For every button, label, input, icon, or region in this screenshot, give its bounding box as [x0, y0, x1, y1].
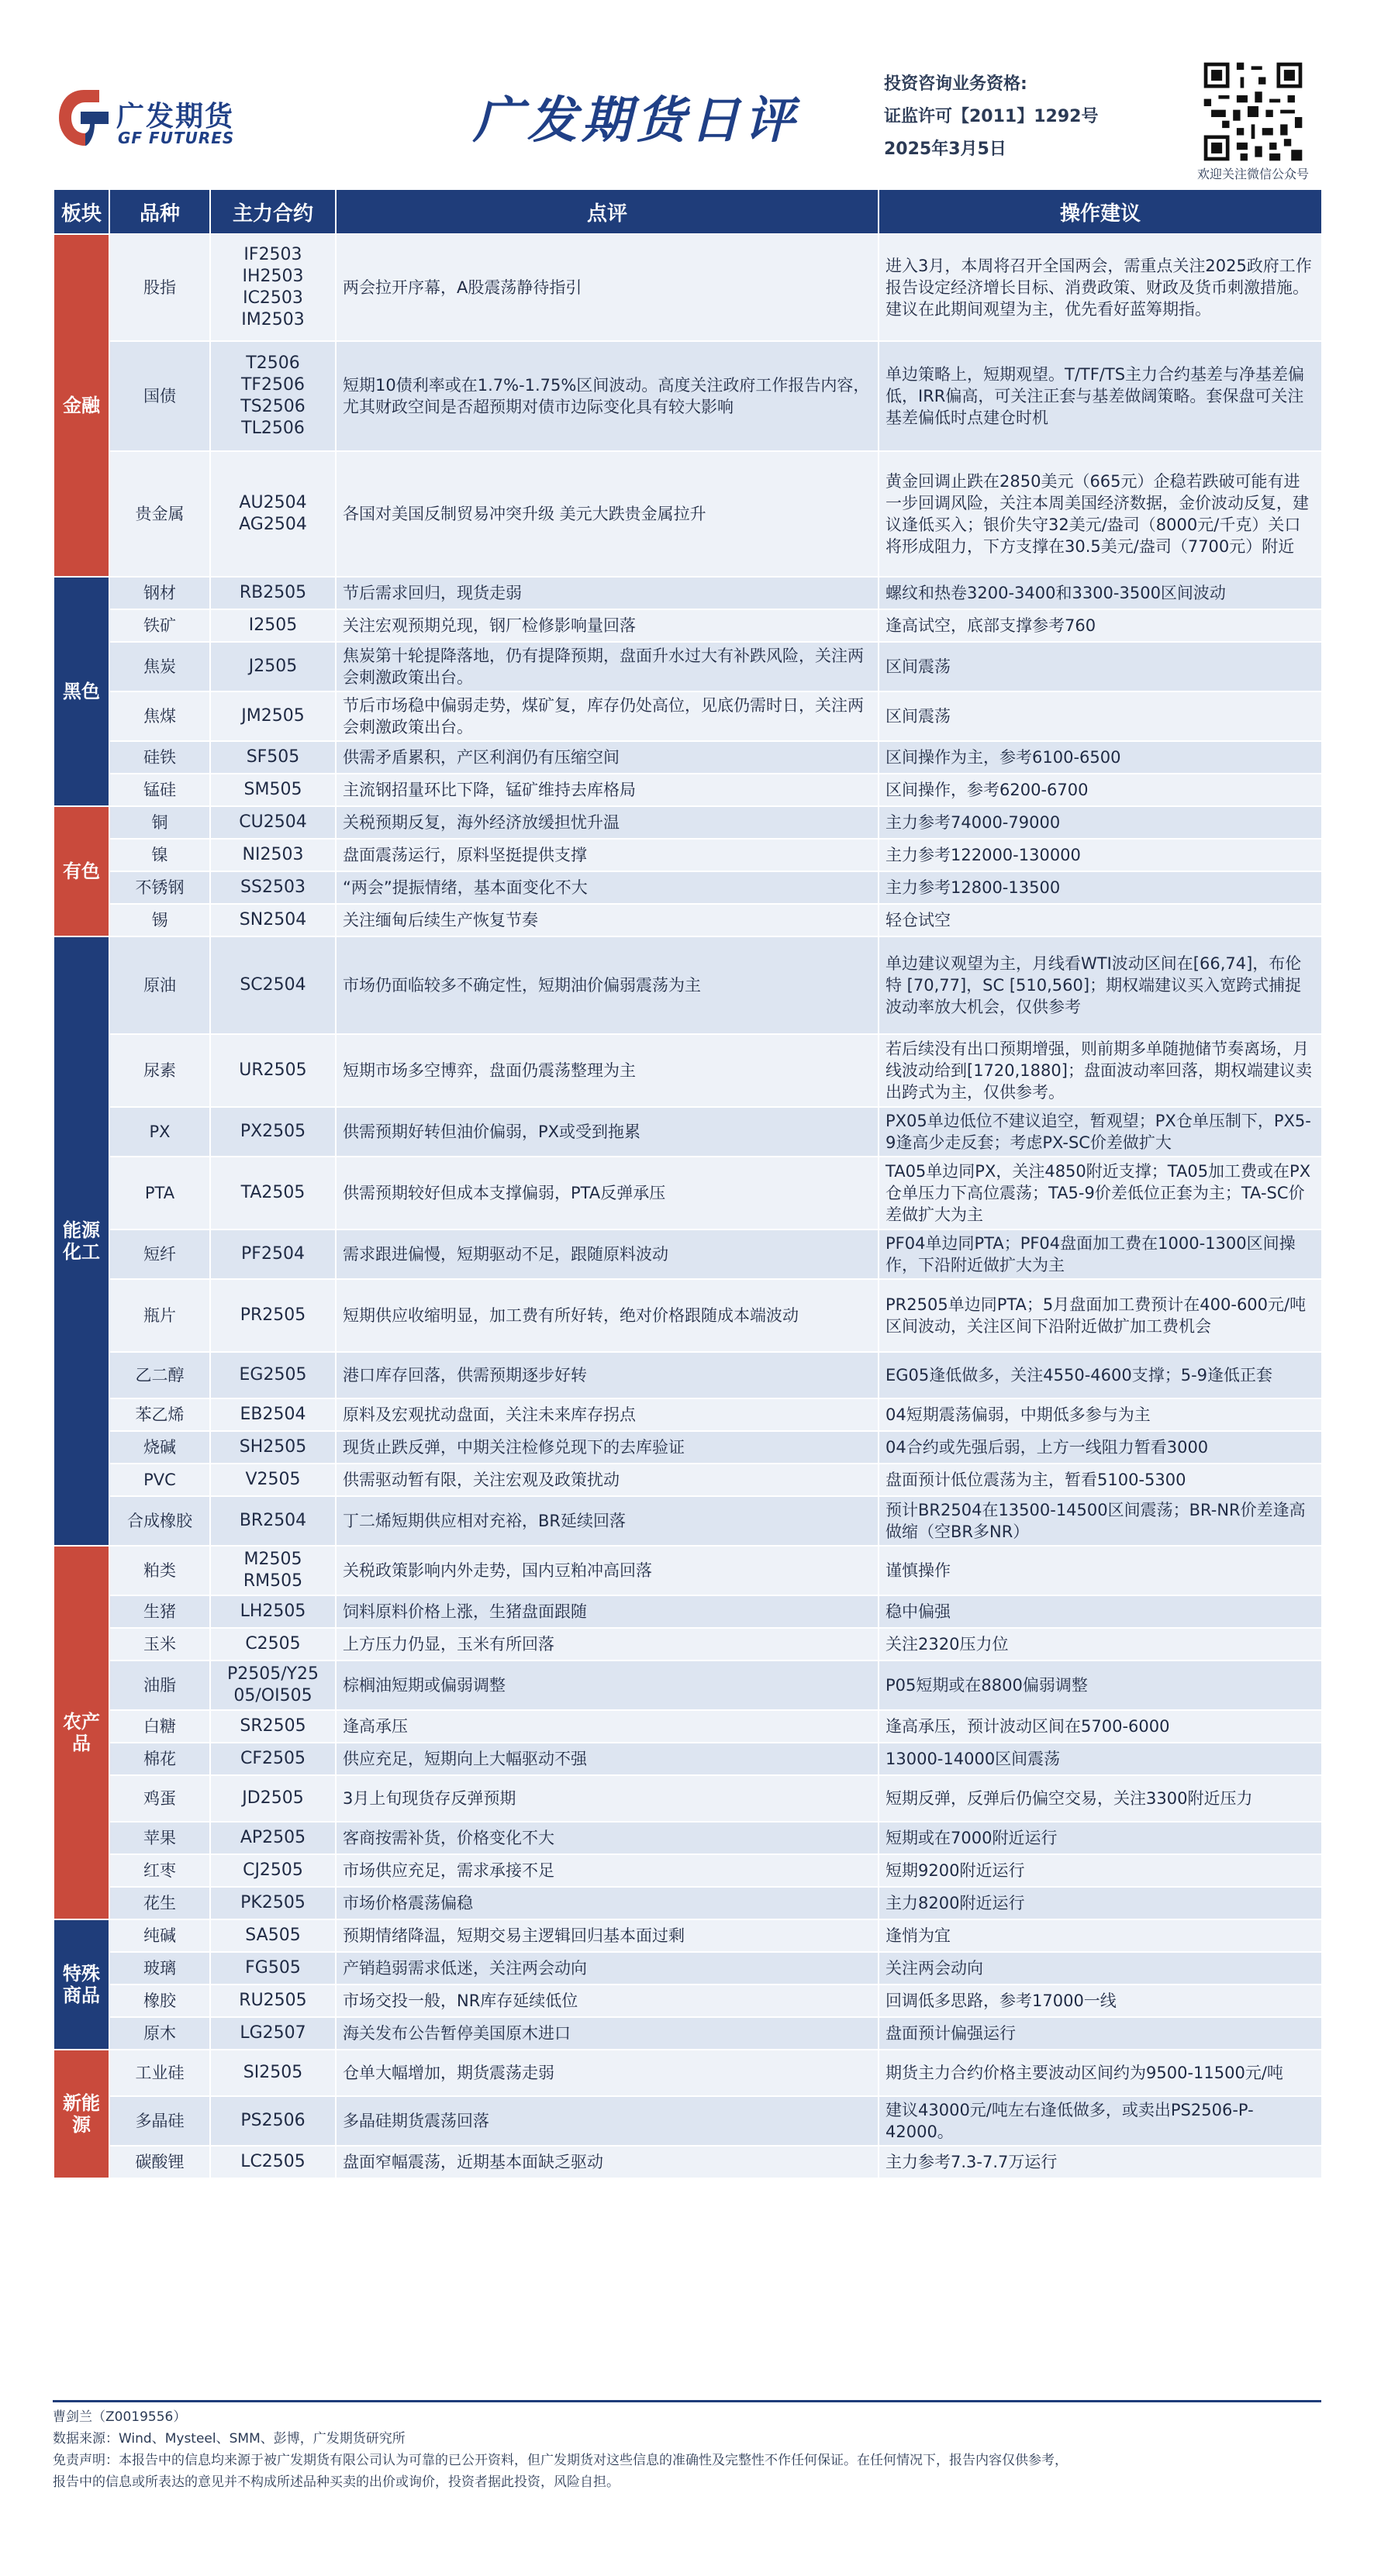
footer-disclaimer: 免责声明：本报告中的信息均来源于被广发期货有限公司认为可靠的已公开资料，但广发期货对这些信息的准确性及完整性不作任何保证。在任何情况下，报告内容仅供参考， — [53, 2453, 1068, 2468]
advice-cell: 区间震荡 — [879, 642, 1322, 691]
contract-cell: SR2505 — [210, 1710, 336, 1743]
comment-cell: 3月上旬现货存反弹预期 — [336, 1775, 879, 1822]
table-row — [54, 1743, 1322, 1775]
logo-english-name: GF FUTURES — [118, 129, 235, 147]
product-cell: 多晶硅 — [109, 2096, 210, 2146]
advice-cell: 04短期震荡偏弱，中期低多参与为主 — [879, 1398, 1322, 1431]
advice-cell: 建议43000元/吨左右逢低做多，或卖出PS2506-P-42000。 — [879, 2096, 1322, 2146]
comment-cell: 供需预期好转但油价偏弱，PX或受到拖累 — [336, 1107, 879, 1157]
advice-cell: 单边建议观望为主，月线看WTI波动区间在[66,74]，布伦特 [70,77]，SC [510,560]；期权端建议买入宽跨式捕捉波动率放大机会，仅供参考 — [879, 936, 1322, 1034]
table-row — [54, 1229, 1322, 1279]
product-cell: 原木 — [109, 2017, 210, 2050]
advice-cell: 主力参考122000-130000 — [879, 839, 1322, 871]
contract-cell: PK2505 — [210, 1887, 336, 1919]
comment-cell: 各国对美国反制贸易冲突升级 美元大跌贵金属拉升 — [336, 451, 879, 577]
table-row — [54, 577, 1322, 609]
comment-cell: “两会”提振情绪，基本面变化不大 — [336, 871, 879, 904]
qualification-line: 投资咨询业务资格: — [884, 74, 1027, 94]
product-cell: 铜 — [109, 806, 210, 839]
advice-cell: 预计BR2504在13500-14500区间震荡；BR-NR价差逢高做缩（空BR多NR） — [879, 1496, 1322, 1546]
sector-cell: 农产品 — [54, 1546, 109, 1919]
table-row — [54, 691, 1322, 741]
product-cell: 钢材 — [109, 577, 210, 609]
footer-disclaimer-cont: 报告中的信息或所表达的意见并不构成所述品种买卖的出价或询价，投资者据此投资，风险自担。 — [53, 2474, 620, 2490]
contract-cell: T2506 TF2506 TS2506 TL2506 — [210, 341, 336, 451]
advice-cell: 黄金回调止跌在2850美元（665元）企稳若跌破可能有进一步回调风险，关注本周美国经济数据，金价波动反复，建议逢低买入；银价失守32美元/盎司（8000元/千克）关口将形成阻力，下方支撑在30.5美元/盎司（7700元）附近 — [879, 451, 1322, 577]
comment-cell: 主流钢招量环比下降，锰矿维持去库格局 — [336, 774, 879, 806]
contract-cell: SN2504 — [210, 904, 336, 936]
table-row — [54, 1887, 1322, 1919]
table-row — [54, 1660, 1322, 1710]
table-row — [54, 1034, 1322, 1107]
comment-cell: 供需矛盾累积，产区利润仍有压缩空间 — [336, 741, 879, 774]
comment-cell: 市场交投一般，NR库存延续低位 — [336, 1985, 879, 2017]
comment-cell: 需求跟进偏慢，短期驱动不足，跟随原料波动 — [336, 1229, 879, 1279]
table-row — [54, 904, 1322, 936]
contract-cell: TA2505 — [210, 1157, 336, 1229]
table-row — [54, 1464, 1322, 1496]
advice-cell: P05短期或在8800偏弱调整 — [879, 1660, 1322, 1710]
product-cell: 花生 — [109, 1887, 210, 1919]
product-cell: 不锈钢 — [109, 871, 210, 904]
gf-logo-icon — [54, 85, 113, 150]
product-cell: 油脂 — [109, 1660, 210, 1710]
contract-cell: I2505 — [210, 609, 336, 642]
comment-cell: 盘面震荡运行，原料坚挺提供支撑 — [336, 839, 879, 871]
comment-cell: 供需预期较好但成本支撑偏弱，PTA反弹承压 — [336, 1157, 879, 1229]
table-row — [54, 871, 1322, 904]
comment-cell: 产销趋弱需求低迷，关注两会动向 — [336, 1952, 879, 1985]
advice-cell: 主力8200附近运行 — [879, 1887, 1322, 1919]
logo-chinese-name: 广发期货 — [116, 101, 235, 133]
comment-cell: 多晶硅期货震荡回落 — [336, 2096, 879, 2146]
table-row — [54, 1107, 1322, 1157]
product-cell: 苹果 — [109, 1822, 210, 1854]
contract-cell: PR2505 — [210, 1279, 336, 1352]
product-cell: 合成橡胶 — [109, 1496, 210, 1546]
table-row — [54, 2017, 1322, 2050]
contract-cell: IF2503 IH2503 IC2503 IM2503 — [210, 234, 336, 341]
advice-cell: 短期或在7000附近运行 — [879, 1822, 1322, 1854]
contract-cell: SH2505 — [210, 1431, 336, 1464]
product-cell: PTA — [109, 1157, 210, 1229]
contract-cell: SA505 — [210, 1919, 336, 1952]
table-row — [54, 741, 1322, 774]
header-sector: 板块 — [54, 189, 109, 234]
table-row — [54, 1496, 1322, 1546]
comment-cell: 上方压力仍显，玉米有所回落 — [336, 1628, 879, 1660]
comment-cell: 市场价格震荡偏稳 — [336, 1887, 879, 1919]
advice-cell: 稳中偏强 — [879, 1595, 1322, 1628]
report-footer — [53, 2406, 1321, 2493]
sector-cell: 金融 — [54, 234, 109, 577]
advice-cell: TA05单边同PX，关注4850附近支撑；TA05加工费或在PX仓单压力下高位震荡；TA5-9价差低位正套为主；TA-SC价差做扩大为主 — [879, 1157, 1322, 1229]
table-row — [54, 1352, 1322, 1398]
qualification-info — [884, 68, 1098, 166]
table-row — [54, 1919, 1322, 1952]
table-row — [54, 1710, 1322, 1743]
table-row — [54, 839, 1322, 871]
header-contract: 主力合约 — [210, 189, 336, 234]
comment-cell: 棕榈油短期或偏弱调整 — [336, 1660, 879, 1710]
product-cell: 焦煤 — [109, 691, 210, 741]
table-row — [54, 1157, 1322, 1229]
advice-cell: 螺纹和热卷3200-3400和3300-3500区间波动 — [879, 577, 1322, 609]
contract-cell: P2505/Y25 05/OI505 — [210, 1660, 336, 1710]
header-advice: 操作建议 — [879, 189, 1322, 234]
header-product: 品种 — [109, 189, 210, 234]
contract-cell: SF505 — [210, 741, 336, 774]
advice-cell: 主力参考74000-79000 — [879, 806, 1322, 839]
advice-cell: 关注2320压力位 — [879, 1628, 1322, 1660]
advice-cell: 若后续没有出口预期增强，则前期多单随抛储节奏离场，月线波动给到[1720,1880]；盘面波动率回落，期权端建议卖出跨式为主，仅供参考。 — [879, 1034, 1322, 1107]
product-cell: 生猪 — [109, 1595, 210, 1628]
product-cell: 瓶片 — [109, 1279, 210, 1352]
advice-cell: 轻仓试空 — [879, 904, 1322, 936]
contract-cell: PF2504 — [210, 1229, 336, 1279]
comment-cell: 供应充足，短期向上大幅驱动不强 — [336, 1743, 879, 1775]
contract-cell: PS2506 — [210, 2096, 336, 2146]
footer-divider — [53, 2400, 1321, 2402]
advice-cell: 逢高试空，底部支撑参考760 — [879, 609, 1322, 642]
table-row — [54, 2146, 1322, 2178]
product-cell: 鸡蛋 — [109, 1775, 210, 1822]
contract-cell: EB2504 — [210, 1398, 336, 1431]
contract-cell: C2505 — [210, 1628, 336, 1660]
advice-cell: 短期反弹，反弹后仍偏空交易，关注3300附近压力 — [879, 1775, 1322, 1822]
advice-cell: 区间震荡 — [879, 691, 1322, 741]
contract-cell: LH2505 — [210, 1595, 336, 1628]
advice-cell: 主力参考12800-13500 — [879, 871, 1322, 904]
sector-cell: 能源 化工 — [54, 936, 109, 1546]
advice-cell: 关注两会动向 — [879, 1952, 1322, 1985]
product-cell: 棉花 — [109, 1743, 210, 1775]
product-cell: 乙二醇 — [109, 1352, 210, 1398]
product-cell: 原油 — [109, 936, 210, 1034]
daily-review-table — [53, 188, 1323, 2179]
comment-cell: 市场供应充足，需求承接不足 — [336, 1854, 879, 1887]
contract-cell: LG2507 — [210, 2017, 336, 2050]
contract-cell: NI2503 — [210, 839, 336, 871]
contract-cell: SM505 — [210, 774, 336, 806]
table-row — [54, 642, 1322, 691]
sector-cell: 有色 — [54, 806, 109, 936]
advice-cell: 单边策略上，短期观望。T/TF/TS主力合约基差与净基差偏低，IRR偏高，可关注正套与基差做阔策略。套保盘可关注基差偏低时点建仓时机 — [879, 341, 1322, 451]
product-cell: 红枣 — [109, 1854, 210, 1887]
daily-review-table-wrapper — [53, 188, 1321, 2179]
product-cell: 玉米 — [109, 1628, 210, 1660]
product-cell: PVC — [109, 1464, 210, 1496]
product-cell: 工业硅 — [109, 2050, 210, 2096]
product-cell: 贵金属 — [109, 451, 210, 577]
product-cell: 白糖 — [109, 1710, 210, 1743]
table-row — [54, 2050, 1322, 2096]
product-cell: 股指 — [109, 234, 210, 341]
product-cell: 玻璃 — [109, 1952, 210, 1985]
advice-cell: 04合约或先强后弱，上方一线阻力暂看3000 — [879, 1431, 1322, 1464]
table-row — [54, 609, 1322, 642]
company-logo — [54, 85, 264, 155]
advice-cell: 谨慎操作 — [879, 1546, 1322, 1595]
product-cell: PX — [109, 1107, 210, 1157]
product-cell: 国债 — [109, 341, 210, 451]
product-cell: 尿素 — [109, 1034, 210, 1107]
contract-cell: CU2504 — [210, 806, 336, 839]
table-body — [54, 234, 1322, 2178]
contract-cell: CJ2505 — [210, 1854, 336, 1887]
advice-cell: 盘面预计偏强运行 — [879, 2017, 1322, 2050]
comment-cell: 关税预期反复，海外经济放缓担忧升温 — [336, 806, 879, 839]
contract-cell: LC2505 — [210, 2146, 336, 2178]
comment-cell: 两会拉开序幕，A股震荡静待指引 — [336, 234, 879, 341]
advice-cell: PX05单边低位不建议追空，暂观望；PX仓单压制下，PX5-9逢高少走反套；考虑PX-SC价差做扩大 — [879, 1107, 1322, 1157]
comment-cell: 海关发布公告暂停美国原木进口 — [336, 2017, 879, 2050]
table-row — [54, 451, 1322, 577]
footer-author: 曹剑兰（Z0019556） — [53, 2409, 187, 2425]
comment-cell: 港口库存回落，供需预期逐步好转 — [336, 1352, 879, 1398]
qr-caption: 欢迎关注微信公众号 — [1196, 167, 1309, 181]
report-date: 2025年3月5日 — [884, 140, 1006, 159]
contract-cell: J2505 — [210, 642, 336, 691]
sector-cell: 特殊 商品 — [54, 1919, 109, 2050]
table-row — [54, 341, 1322, 451]
advice-cell: 短期9200附近运行 — [879, 1854, 1322, 1887]
comment-cell: 原料及宏观扰动盘面，关注未来库存拐点 — [336, 1398, 879, 1431]
table-row — [54, 1952, 1322, 1985]
product-cell: 粕类 — [109, 1546, 210, 1595]
contract-cell: SI2505 — [210, 2050, 336, 2096]
comment-cell: 关注宏观预期兑现，钢厂检修影响量回落 — [336, 609, 879, 642]
product-cell: 镍 — [109, 839, 210, 871]
advice-cell: 进入3月，本周将召开全国两会，需重点关注2025政府工作报告设定经济增长目标、消费政策、财政及货币刺激措施。建议在此期间观望为主，优先看好蓝筹期指。 — [879, 234, 1322, 341]
product-cell: 短纤 — [109, 1229, 210, 1279]
contract-cell: BR2504 — [210, 1496, 336, 1546]
table-row — [54, 1398, 1322, 1431]
table-row — [54, 1775, 1322, 1822]
advice-cell: 逢高承压，预计波动区间在5700-6000 — [879, 1710, 1322, 1743]
advice-cell: EG05逢低做多，关注4550-4600支撑；5-9逢低正套 — [879, 1352, 1322, 1398]
sector-cell: 新能源 — [54, 2050, 109, 2178]
advice-cell: 区间操作，参考6200-6700 — [879, 774, 1322, 806]
contract-cell: SC2504 — [210, 936, 336, 1034]
table-row — [54, 774, 1322, 806]
comment-cell: 短期供应收缩明显，加工费有所好转，绝对价格跟随成本端波动 — [336, 1279, 879, 1352]
comment-cell: 焦炭第十轮提降落地，仍有提降预期，盘面升水过大有补跌风险，关注两会刺激政策出台。 — [336, 642, 879, 691]
header-comment: 点评 — [336, 189, 879, 234]
contract-cell: AU2504 AG2504 — [210, 451, 336, 577]
advice-cell: PR2505单边同PTA；5月盘面加工费预计在400-600元/吨区间波动，关注区间下沿附近做扩加工费机会 — [879, 1279, 1322, 1352]
table-row — [54, 1431, 1322, 1464]
table-row — [54, 1628, 1322, 1660]
contract-cell: SS2503 — [210, 871, 336, 904]
table-row — [54, 2096, 1322, 2146]
report-title: 广发期货日评 — [473, 92, 799, 150]
table-row — [54, 1822, 1322, 1854]
advice-cell: PF04单边同PTA；PF04盘面加工费在1000-1300区间操作，下沿附近做扩大为主 — [879, 1229, 1322, 1279]
contract-cell: M2505 RM505 — [210, 1546, 336, 1595]
comment-cell: 关注缅甸后续生产恢复节奏 — [336, 904, 879, 936]
comment-cell: 节后市场稳中偏弱走势，煤矿复，库存仍处高位，见底仍需时日，关注两会刺激政策出台。 — [336, 691, 879, 741]
comment-cell: 盘面窄幅震荡，近期基本面缺乏驱动 — [336, 2146, 879, 2178]
comment-cell: 短期10债利率或在1.7%-1.75%区间波动。高度关注政府工作报告内容，尤其财政空间是否超预期对债市边际变化具有较大影响 — [336, 341, 879, 451]
comment-cell: 预期情绪降温，短期交易主逻辑回归基本面过剩 — [336, 1919, 879, 1952]
sector-cell: 黑色 — [54, 577, 109, 806]
table-row — [54, 806, 1322, 839]
contract-cell: AP2505 — [210, 1822, 336, 1854]
comment-cell: 供需驱动暂有限，关注宏观及政策扰动 — [336, 1464, 879, 1496]
advice-cell: 13000-14000区间震荡 — [879, 1743, 1322, 1775]
table-row — [54, 1546, 1322, 1595]
footer-source: 数据来源：Wind、Mysteel、SMM、彭博，广发期货研究所 — [53, 2431, 406, 2447]
product-cell: 橡胶 — [109, 1985, 210, 2017]
wechat-qr-code-icon — [1200, 59, 1306, 164]
product-cell: 锰硅 — [109, 774, 210, 806]
contract-cell: EG2505 — [210, 1352, 336, 1398]
comment-cell: 短期市场多空博弈，盘面仍震荡整理为主 — [336, 1034, 879, 1107]
table-row — [54, 1985, 1322, 2017]
contract-cell: PX2505 — [210, 1107, 336, 1157]
comment-cell: 市场仍面临较多不确定性，短期油价偏弱震荡为主 — [336, 936, 879, 1034]
product-cell: 硅铁 — [109, 741, 210, 774]
comment-cell: 丁二烯短期供应相对充裕，BR延续回落 — [336, 1496, 879, 1546]
comment-cell: 节后需求回归，现货走弱 — [336, 577, 879, 609]
advice-cell: 期货主力合约价格主要波动区间约为9500-11500元/吨 — [879, 2050, 1322, 2096]
advice-cell: 区间操作为主，参考6100-6500 — [879, 741, 1322, 774]
product-cell: 铁矿 — [109, 609, 210, 642]
license-line: 证监许可【2011】1292号 — [884, 107, 1099, 126]
comment-cell: 现货止跌反弹，中期关注检修兑现下的去库验证 — [336, 1431, 879, 1464]
comment-cell: 饲料原料价格上涨，生猪盘面跟随 — [336, 1595, 879, 1628]
product-cell: 锡 — [109, 904, 210, 936]
contract-cell: JD2505 — [210, 1775, 336, 1822]
comment-cell: 客商按需补货，价格变化不大 — [336, 1822, 879, 1854]
contract-cell: FG505 — [210, 1952, 336, 1985]
contract-cell: RU2505 — [210, 1985, 336, 2017]
table-header-row — [54, 189, 1322, 234]
table-row — [54, 234, 1322, 341]
advice-cell: 回调低多思路，参考17000一线 — [879, 1985, 1322, 2017]
advice-cell: 主力参考7.3-7.7万运行 — [879, 2146, 1322, 2178]
contract-cell: CF2505 — [210, 1743, 336, 1775]
product-cell: 烧碱 — [109, 1431, 210, 1464]
comment-cell: 逢高承压 — [336, 1710, 879, 1743]
contract-cell: JM2505 — [210, 691, 336, 741]
report-header — [0, 0, 1374, 183]
comment-cell: 关税政策影响内外走势，国内豆粕冲高回落 — [336, 1546, 879, 1595]
contract-cell: V2505 — [210, 1464, 336, 1496]
product-cell: 焦炭 — [109, 642, 210, 691]
contract-cell: UR2505 — [210, 1034, 336, 1107]
contract-cell: RB2505 — [210, 577, 336, 609]
advice-cell: 逢悄为宜 — [879, 1919, 1322, 1952]
table-row — [54, 1279, 1322, 1352]
table-row — [54, 1854, 1322, 1887]
product-cell: 碳酸锂 — [109, 2146, 210, 2178]
table-row — [54, 936, 1322, 1034]
table-row — [54, 1595, 1322, 1628]
advice-cell: 盘面预计低位震荡为主，暂看5100-5300 — [879, 1464, 1322, 1496]
product-cell: 纯碱 — [109, 1919, 210, 1952]
product-cell: 苯乙烯 — [109, 1398, 210, 1431]
comment-cell: 仓单大幅增加，期货震荡走弱 — [336, 2050, 879, 2096]
